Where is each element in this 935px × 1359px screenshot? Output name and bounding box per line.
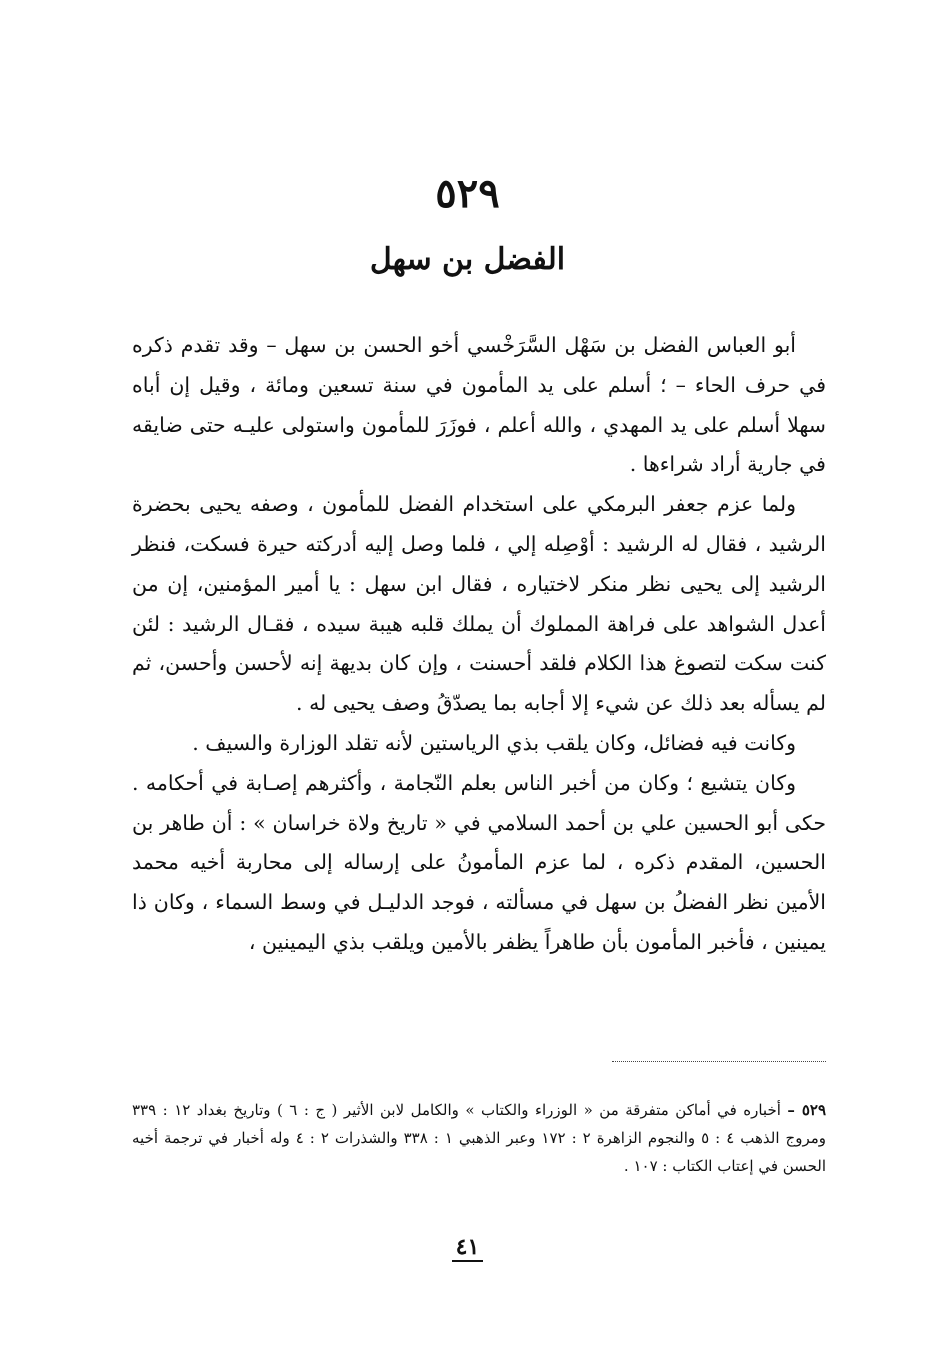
footnote: [132, 1096, 826, 1180]
paragraph: وكانت فيه فضائل، وكان يلقب بذي الرياستين لأنه تقلد الوزارة والسيف .: [192, 730, 796, 755]
footnote-text: أخباره في أماكن متفرقة من « الوزراء والكتاب » والكامل لابن الأثير ( ج : ٦ ) وتاريخ بغداد ١٢ : ٣٣٩ ومروج الذهب ٤ : ٥ والنجوم الزاهرة ٢ : ١٧٢ وعبر الذهبي ١ : ٣٣٨ والشذرات ٢ : ٤ وله أخبار في ترجمة أخيه الحسن في إعتاب الكتاب : ١٠٧ .: [132, 1101, 827, 1175]
page-number-wrapper: [0, 1232, 935, 1262]
paragraph: أبو العباس الفضل بن سَهْل السَّرَخْسي أخو الحسن بن سهل – وقد تقدم ذكره في حرف الحاء – ؛ أسلم على يد المأمون في سنة تسعين ومائة ، وقيل إن أباه سهلا أسلم على يد المهدي ، والله أعلم ، فوزَرَ للمأمون واستولى عليـه حتى ضايقه في جارية أراد شراءها .: [132, 333, 826, 477]
body-text: [132, 326, 826, 963]
entry-title: الفضل بن سهل: [369, 242, 566, 277]
paragraph: وكان يتشيع ؛ وكان من أخبر الناس بعلم النّجامة ، وأكثرهم إصـابة في أحكامه . حكى أبو الحسين علي بن أحمد السلامي في « تاريخ ولاة خراسان » : أن طاهر بن الحسين، المقدم ذكره ، لما عزم المأمونُ على إرساله إلى محاربة أخيه محمد الأمين نظر الفضلُ بن سهل في مسألته ، فوجد الدليـل في وسط السماء ، وكان ذا يمينين ، فأخبر المأمون بأن طاهراً يظفر بالأمين ويلقب بذي اليمينين ،: [132, 770, 826, 954]
page-number: ٤١: [452, 1234, 484, 1262]
entry-number: ٥٢٩: [435, 170, 500, 217]
paragraph: ولما عزم جعفر البرمكي على استخدام الفضل للمأمون ، وصفه يحيى بحضرة الرشيد ، فقال له الرشيد : أوْصِله إلي ، فلما وصل إليه أدركته حيرة فسكت، فنظر الرشيد إلى يحيى نظر منكر لاختياره ، فقال ابن سهل : يا أمير المؤمنين، إن من أعدل الشواهد على فراهة المملوك أن يملك قلبه هيبة سيده ، فقـال الرشيد : لئن كنت سكت لتصوغ هذا الكلام فلقد أحسنت ، وإن كان بديهة إنه لأحسن وأحسن، ثم لم يسأله بعد ذلك عن شيء إلا أجابه بما يصدّقُ وصف يحيى له .: [132, 492, 826, 716]
footnote-separator: [612, 1061, 826, 1062]
footnotes: [132, 1096, 826, 1180]
footnote-number: ٥٢٩ –: [787, 1101, 826, 1119]
